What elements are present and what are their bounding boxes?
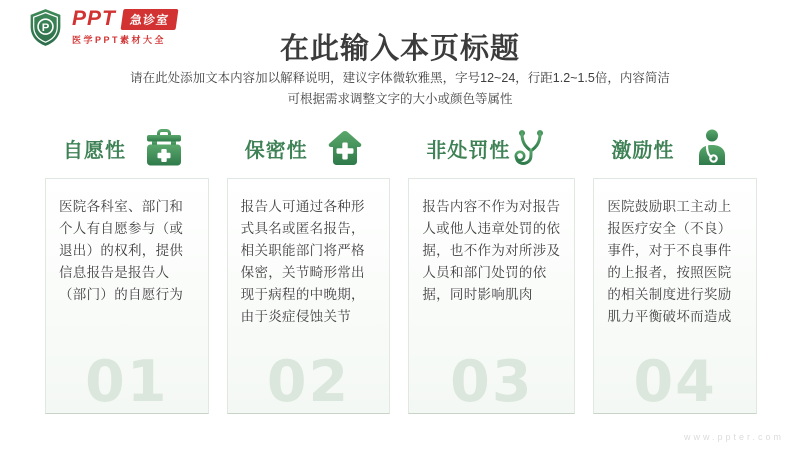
subtitle-line-2: 可根据需求调整文字的大小或颜色等属性 — [287, 92, 513, 106]
first-aid-kit-icon — [144, 128, 184, 168]
column-label: 自愿性 — [63, 139, 126, 162]
page-subtitle — [0, 68, 800, 110]
column-label: 保密性 — [244, 139, 308, 162]
medical-house-icon — [325, 128, 365, 168]
info-card — [227, 178, 391, 414]
column-confidential — [227, 122, 391, 414]
card-number: 04 — [633, 349, 717, 415]
card-body-text: 报告人可通过各种形式具名或匿名报告，相关职能部门将严格保密，关节畸形常出现于病程的中晚期，由于炎症侵蚀关节 — [240, 199, 365, 324]
column-voluntary — [45, 122, 209, 414]
column-header — [45, 122, 209, 178]
card-body-text: 报告内容不作为对报告人或他人违章处罚的依据，也不作为对所涉及人员和部门处罚的依据，同时影响肌肉 — [422, 199, 561, 302]
shield-letter: P — [41, 22, 50, 34]
stethoscope-icon — [510, 128, 550, 168]
brand-tagline: 医学PPT素材大全 — [72, 35, 167, 45]
page-title: 在此输入本页标题 — [279, 33, 520, 65]
brand-badge: 急诊室 — [120, 9, 178, 30]
brand-name: PPT — [72, 7, 116, 30]
column-header — [227, 122, 391, 178]
card-number: 01 — [85, 349, 169, 415]
watermark: www.ppter.com — [683, 432, 784, 442]
card-number: 02 — [266, 349, 351, 415]
info-card — [593, 178, 757, 414]
column-header — [593, 122, 757, 178]
column-label: 非处罚性 — [426, 139, 511, 162]
card-body-text: 医院鼓励职工主动上报医疗安全（不良）事件，对于不良事件的上报者，按照医院的相关制度进行奖励肌力平衡破坏而造成 — [607, 199, 732, 324]
doctor-icon — [692, 128, 732, 168]
info-card — [408, 178, 575, 414]
column-label: 激励性 — [611, 139, 675, 162]
subtitle-line-1: 请在此处添加文本内容加以解释说明，建议字体微软雅黑，字号12~24，行距1.2~1.5倍，内容简洁 — [130, 71, 670, 85]
column-incentive — [593, 122, 757, 414]
columns-container — [45, 122, 757, 414]
column-non-punitive — [408, 122, 575, 414]
column-header — [408, 122, 575, 178]
card-body-text: 医院各科室、部门和个人有自愿参与（或退出）的权利，提供信息报告是报告人（部门）的自愿行为 — [59, 199, 184, 302]
card-number: 03 — [450, 349, 534, 415]
info-card — [45, 178, 209, 414]
